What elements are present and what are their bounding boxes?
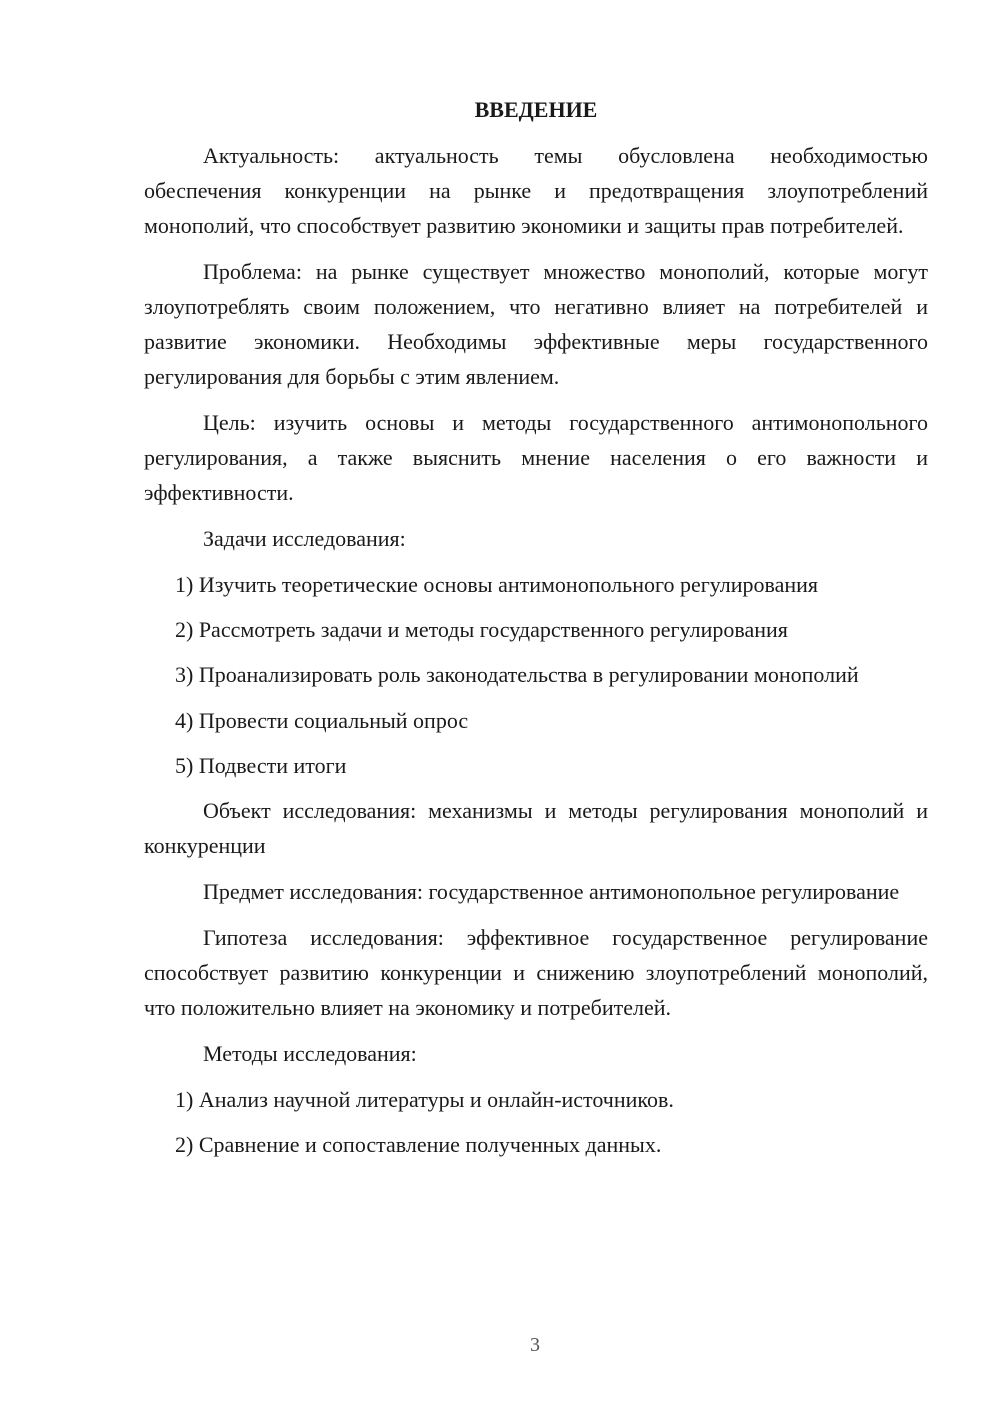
object-paragraph: Объект исследования: механизмы и методы регулирования монополий и конкуренции — [144, 798, 928, 858]
task-item: 2) Рассмотреть задачи и методы государственного регулирования — [175, 617, 788, 642]
method-item: 2) Сравнение и сопоставление полученных данных. — [175, 1132, 662, 1157]
goal-paragraph: Цель: изучить основы и методы государственного антимонопольного регулирования, а также выяснить мнение населения о его важности и эффективности. — [144, 410, 928, 505]
document-page — [144, 92, 928, 1172]
tasks-heading: Задачи исследования: — [203, 526, 406, 551]
method-item: 1) Анализ научной литературы и онлайн-источников. — [175, 1087, 674, 1112]
section-title: ВВЕДЕНИЕ — [474, 97, 598, 122]
methods-heading: Методы исследования: — [203, 1041, 417, 1066]
task-item: 4) Провести социальный опрос — [175, 708, 469, 733]
task-item: 1) Изучить теоретические основы антимонопольного регулирования — [175, 572, 819, 597]
subject-paragraph: Предмет исследования: государственное антимонопольное регулирование — [203, 879, 900, 904]
task-item: 3) Проанализировать роль законодательства в регулировании монополий — [175, 662, 859, 687]
problem-paragraph: Проблема: на рынке существует множество монополий, которые могут злоупотреблять своим положением, что негативно влияет на потребителей и развитие экономики. Необходимы эффективные меры государственного регулирования для борьбы с этим явлением. — [144, 259, 928, 389]
page-number: 3 — [530, 1334, 540, 1356]
relevance-paragraph: Актуальность: актуальность темы обусловлена необходимостью обеспечения конкуренции на рынке и предотвращения злоупотреблений монополий, что способствует развитию экономики и защиты прав потребителей. — [144, 143, 928, 238]
task-item: 5) Подвести итоги — [175, 753, 347, 778]
hypothesis-paragraph: Гипотеза исследования: эффективное государственное регулирование способствует развитию конкуренции и снижению злоупотреблений монополий, что положительно влияет на экономику и потребителей. — [144, 925, 928, 1020]
